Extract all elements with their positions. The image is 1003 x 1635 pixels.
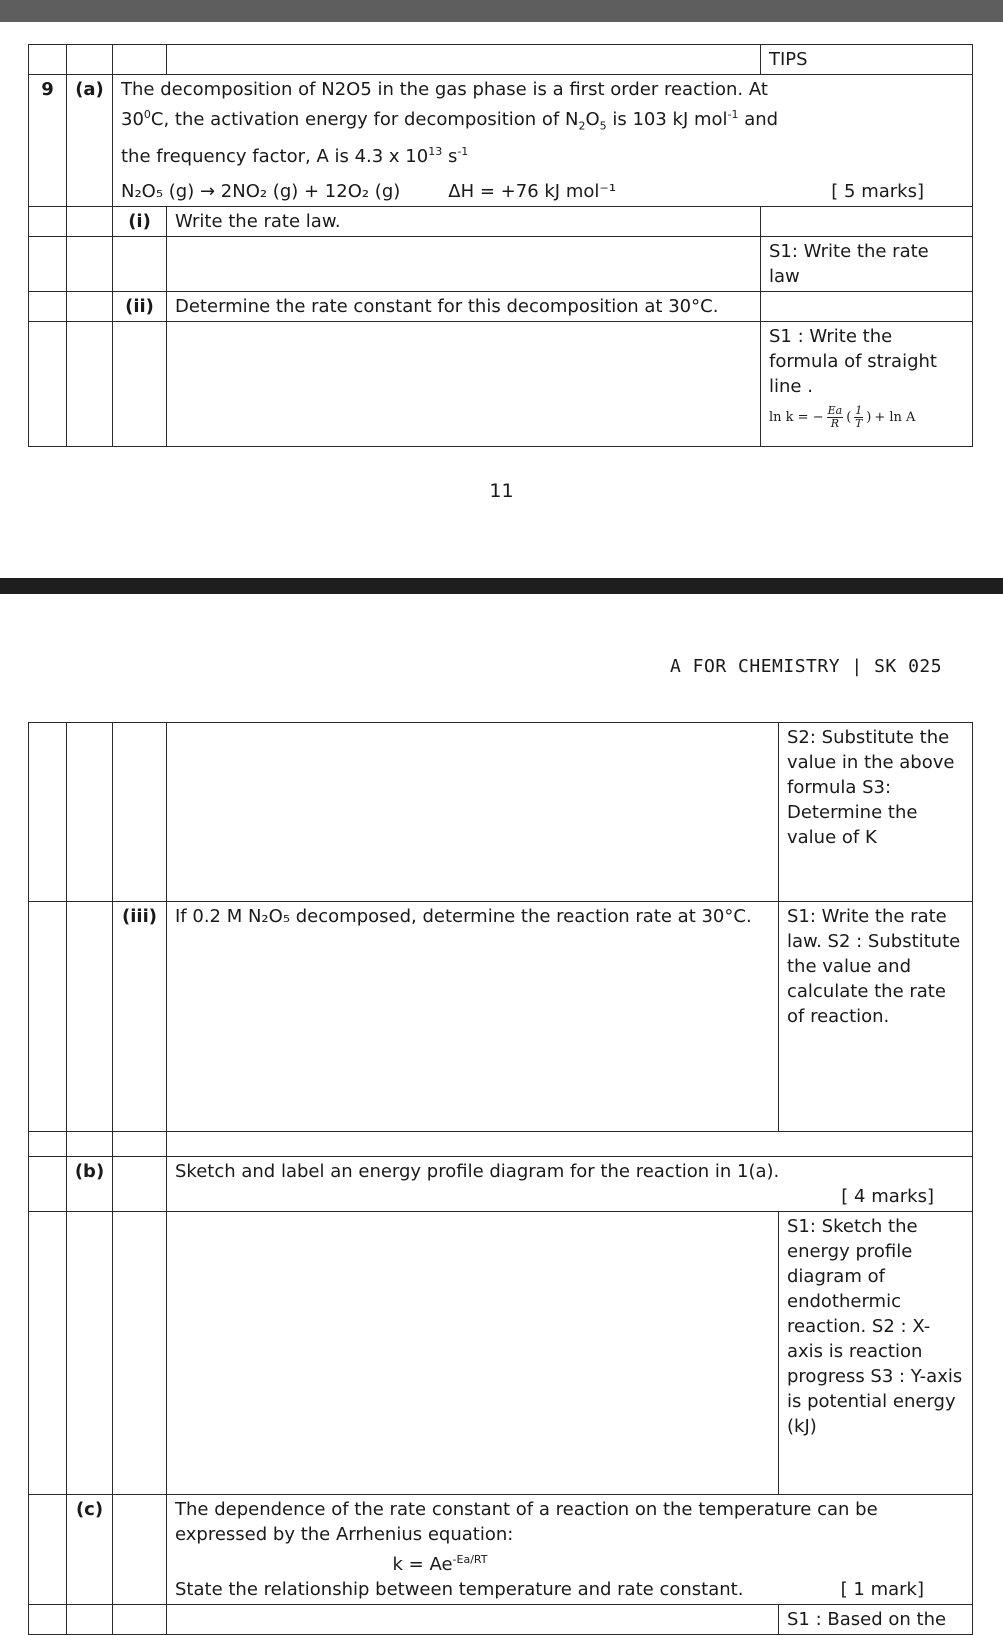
sub-ii-row bbox=[29, 291, 973, 321]
tip-i: S1: Write the rate law bbox=[761, 236, 973, 291]
marks-a: [ 5 marks] bbox=[831, 180, 924, 202]
part-b-text: Sketch and label an energy profile diagram for the reaction in 1(a). bbox=[175, 1161, 780, 1182]
tip-i-row bbox=[29, 236, 973, 291]
tip-ii: S1 : Write the formula of straight line . bbox=[769, 325, 937, 397]
part-c-content bbox=[167, 1495, 973, 1605]
tip-ii-cont: S2: Substitute the value in the above formula S3: Determine the value of K bbox=[779, 723, 973, 902]
tips-header-row bbox=[29, 45, 973, 75]
top-screen-bar bbox=[0, 0, 1003, 22]
question-number: 9 bbox=[29, 75, 67, 207]
part-a-row bbox=[29, 75, 973, 207]
tip-iii: S1: Write the rate law. S2 : Substitute the value and calculate the rate of reaction. bbox=[779, 902, 973, 1132]
tip-c: S1 : Based on the bbox=[779, 1605, 973, 1635]
sub-i-label: (i) bbox=[113, 206, 167, 236]
page-number: 11 bbox=[489, 480, 514, 502]
tip-b: S1: Sketch the energy profile diagram of endothermic reaction. S2 : X-axis is reaction progress S3 : Y-axis is potential energy (kJ) bbox=[779, 1212, 973, 1495]
part-c-question-line bbox=[175, 1577, 964, 1602]
sub-iii-label: (iii) bbox=[113, 902, 167, 1132]
sub-iii-row bbox=[29, 902, 973, 1132]
part-c-label: (c) bbox=[67, 1495, 113, 1605]
sub-ii-label: (ii) bbox=[113, 291, 167, 321]
sub-iii-text: If 0.2 M N₂O₅ decomposed, determine the reaction rate at 30°C. bbox=[167, 902, 779, 1132]
tip-b-row bbox=[29, 1212, 973, 1495]
page-header: A FOR CHEMISTRY | SK 025 bbox=[670, 656, 943, 677]
part-a-label: (a) bbox=[67, 75, 113, 207]
part-b-row bbox=[29, 1157, 973, 1212]
part-a-text: The decomposition of N2O5 in the gas phase is a first order reaction. At $30^0C$, the activation energy for decomposition of $N_2O_5$ is 103 kJ mol$^{-1}$ and the frequency factor, A is 4.3 x $10^{13}$ $s^{-1}$ bbox=[121, 79, 779, 167]
enthalpy-change: ΔH = +76 kJ mol⁻¹ bbox=[448, 180, 617, 202]
tip-ii-row bbox=[29, 321, 973, 446]
question-table-page-2 bbox=[28, 722, 973, 1635]
sub-i-row bbox=[29, 206, 973, 236]
part-a-content bbox=[113, 75, 973, 207]
sub-i-text: Write the rate law. bbox=[167, 206, 761, 236]
spacer-row bbox=[29, 1132, 973, 1157]
reaction-equation: N₂O₅ (g) → 2NO₂ (g) + 12O₂ (g) bbox=[121, 180, 401, 202]
part-b-label: (b) bbox=[67, 1157, 113, 1212]
part-c-text: The dependence of the rate constant of a reaction on the temperature can be expressed by the Arrhenius equation: bbox=[175, 1499, 878, 1545]
tip-ii-cont-row bbox=[29, 723, 973, 902]
tip-ii-cell bbox=[761, 321, 973, 446]
part-b-content bbox=[167, 1157, 973, 1212]
straight-line-formula: ln k = − $\frac{Ea}{R}$ ( $\frac{1}{T}$ ) + ln A bbox=[769, 403, 916, 430]
marks-b: [ 4 marks] bbox=[841, 1186, 934, 1207]
reaction-equation-line bbox=[121, 179, 964, 204]
part-c-question: State the relationship between temperature and rate constant. bbox=[175, 1579, 744, 1600]
arrhenius-equation: $k = Ae^{-Ea/RT}$ bbox=[392, 1553, 488, 1575]
marks-c: [ 1 mark] bbox=[840, 1579, 924, 1600]
tips-header: TIPS bbox=[761, 45, 973, 75]
question-table-page-1 bbox=[28, 44, 973, 447]
page-divider bbox=[0, 578, 1003, 594]
part-c-row bbox=[29, 1495, 973, 1605]
sub-ii-text: Determine the rate constant for this decomposition at 30°C. bbox=[167, 291, 761, 321]
tip-c-row bbox=[29, 1605, 973, 1635]
